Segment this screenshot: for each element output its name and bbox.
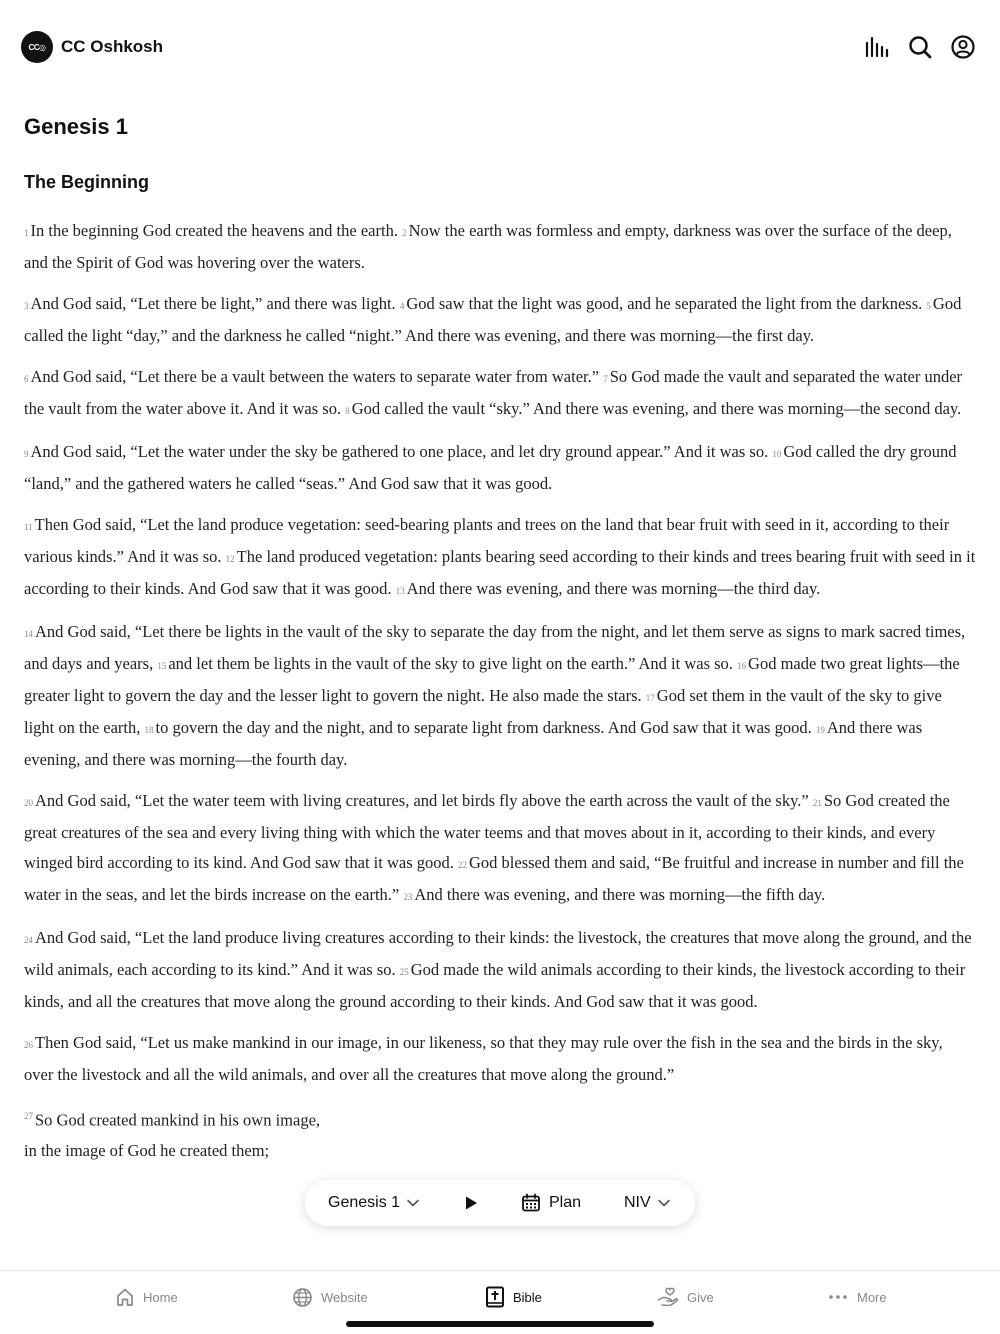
verse-number[interactable]: 26: [24, 1040, 33, 1050]
scripture-paragraph: [24, 437, 976, 499]
scripture-paragraph: [24, 923, 976, 1017]
audio-bars-icon[interactable]: [864, 34, 890, 60]
app-title: CC Oshkosh: [61, 37, 164, 56]
tab-label: Bible: [513, 1289, 542, 1305]
play-audio-button[interactable]: [463, 1180, 479, 1226]
version-selector-label: NIV: [624, 1194, 651, 1211]
scripture-paragraph: [24, 216, 976, 278]
verse-text[interactable]: in the image of God he created them;: [24, 1140, 270, 1160]
tab-give[interactable]: [657, 1284, 714, 1310]
verse-number[interactable]: 25: [399, 967, 409, 977]
verse-number[interactable]: 22: [458, 860, 467, 870]
poem-line: [24, 1136, 976, 1166]
scripture-paragraph: [24, 786, 976, 912]
tab-label: Give: [687, 1289, 714, 1305]
scripture-paragraph: [24, 289, 976, 351]
verse-text[interactable]: And God said, “Let there be light,” and there was light.: [30, 294, 396, 313]
verse-text[interactable]: Now the earth was formless and empty, darkness was over the surface of the deep, and the Spirit of God was hovering over the waters.: [24, 221, 952, 272]
verse-number[interactable]: 14: [24, 629, 33, 639]
verse-text[interactable]: And God said, “Let the water teem with living creatures, and let birds fly above the earth across the vault of the sky.”: [35, 791, 809, 810]
section-heading: The Beginning: [24, 172, 149, 192]
version-selector[interactable]: [624, 1180, 671, 1226]
reading-plan-label: Plan: [549, 1194, 582, 1211]
verse-number[interactable]: 5: [926, 301, 931, 311]
verse-text[interactable]: And there was evening, and there was morning—the fifth day.: [414, 885, 826, 904]
verse-number[interactable]: 27: [24, 1111, 33, 1121]
verse-number[interactable]: 2: [402, 228, 407, 238]
verse-number[interactable]: 24: [24, 935, 33, 945]
bible-icon: [485, 1286, 505, 1308]
tab-label: Website: [321, 1289, 368, 1305]
tab-more[interactable]: [827, 1284, 887, 1310]
verse-text[interactable]: God made the wild animals according to their kinds, the livestock according to their kinds, and all the creatures that move along the ground according to their kinds. And God saw that it was good.: [24, 960, 966, 1011]
scripture-poem: [24, 1101, 976, 1166]
verse-number[interactable]: 20: [24, 798, 33, 808]
church-logo[interactable]: CC◎: [21, 31, 53, 63]
scripture-paragraph: [24, 1028, 976, 1090]
reading-plan-button[interactable]: [521, 1180, 581, 1226]
verse-number[interactable]: 8: [345, 406, 350, 416]
verse-number[interactable]: 3: [24, 301, 29, 311]
scripture-paragraph: [24, 617, 976, 775]
verse-text[interactable]: And God said, “Let the water under the sky be gathered to one place, and let dry ground appear.” And it was so.: [30, 442, 769, 461]
verse-number[interactable]: 16: [737, 661, 747, 671]
verse-text[interactable]: God called the dry ground “land,” and the gathered waters he called “seas.” And God saw that it was good.: [24, 442, 957, 493]
tab-label: More: [857, 1289, 887, 1305]
chapter-selector-label: Genesis 1: [328, 1194, 401, 1211]
scripture-content[interactable]: [24, 114, 976, 1270]
verse-text[interactable]: God blessed them and said, “Be fruitful and increase in number and fill the water in the seas, and let the birds increase on the earth.”: [24, 853, 964, 904]
verse-number[interactable]: 13: [395, 586, 405, 596]
verse-number[interactable]: 19: [815, 725, 825, 735]
verse-number[interactable]: 10: [772, 449, 782, 459]
search-icon[interactable]: [907, 34, 933, 60]
poem-line: [24, 1101, 976, 1136]
verse-number[interactable]: 12: [225, 554, 235, 564]
verse-text[interactable]: Then God said, “Let the land produce vegetation: seed-bearing plants and trees on the land that bear fruit with seed in it, according to their various kinds.” And it was so.: [24, 515, 950, 566]
account-icon[interactable]: [950, 34, 976, 60]
verse-text[interactable]: and let them be lights in the vault of the sky to give light on the earth.” And it was so.: [168, 654, 733, 673]
verse-number[interactable]: 15: [157, 661, 167, 671]
verse-text[interactable]: So God created mankind in his own image,: [35, 1110, 321, 1130]
verse-number[interactable]: 1: [24, 228, 29, 238]
app-header: [0, 0, 1000, 96]
globe-icon: [292, 1287, 313, 1308]
chapter-selector[interactable]: [328, 1180, 420, 1226]
verse-text[interactable]: The land produced vegetation: plants bearing seed according to their kinds and trees bearing fruit with seed in it according to their kinds. And God saw that it was good.: [24, 547, 976, 598]
verse-number[interactable]: 9: [24, 449, 29, 459]
home-indicator: [346, 1321, 654, 1327]
verse-text[interactable]: Then God said, “Let us make mankind in our image, in our likeness, so that they may rule over the fish in the sea and the birds in the sky, over the livestock and all the wild animals, and over all the creatures that move along the ground.”: [24, 1033, 943, 1084]
verse-text[interactable]: God called the vault “sky.” And there was evening, and there was morning—the second day.: [351, 399, 962, 418]
verse-number[interactable]: 17: [645, 693, 655, 703]
verse-text[interactable]: In the beginning God created the heavens and the earth.: [30, 221, 398, 240]
verse-text[interactable]: So God made the vault and separated the water under the vault from the water above it. And it was so.: [24, 367, 963, 418]
home-icon: [115, 1287, 135, 1307]
verse-number[interactable]: 21: [812, 798, 822, 808]
more-dots-icon: [827, 1287, 849, 1307]
play-icon: [463, 1195, 479, 1211]
verse-text[interactable]: And God said, “Let there be a vault between the waters to separate water from water.”: [30, 367, 600, 386]
verse-text[interactable]: to govern the day and the night, and to separate light from darkness. And God saw that it was good.: [155, 718, 812, 737]
verse-text[interactable]: So God created the great creatures of the sea and every living thing with which the water teems and that moves about in it, according to their kinds, and every winged bird according to its kind. And God saw that it was good.: [24, 791, 950, 872]
scripture-paragraph: [24, 362, 976, 426]
verse-text[interactable]: And there was evening, and there was morning—the fourth day.: [24, 718, 923, 769]
chevron-down-icon: [406, 1196, 420, 1210]
chapter-title: Genesis 1: [24, 114, 128, 139]
verse-number[interactable]: 6: [24, 374, 29, 384]
tab-home[interactable]: [115, 1284, 178, 1310]
verse-number[interactable]: 4: [399, 301, 405, 311]
scripture-paragraphs: [24, 216, 976, 1090]
reader-control-bar: [305, 1180, 695, 1226]
tab-website[interactable]: [292, 1284, 368, 1310]
verse-number[interactable]: 7: [603, 374, 608, 384]
tab-bible[interactable]: [485, 1284, 542, 1310]
verse-text[interactable]: And God said, “Let there be lights in the vault of the sky to separate the day from the night, and let them serve as signs to mark sacred times, and days and years,: [24, 622, 966, 673]
verse-text[interactable]: And there was evening, and there was morning—the third day.: [406, 579, 821, 598]
verse-text[interactable]: God called the light “day,” and the darkness he called “night.” And there was evening, and there was morning—the first day.: [24, 294, 962, 345]
tab-label: Home: [143, 1289, 178, 1305]
verse-text[interactable]: God saw that the light was good, and he separated the light from the darkness.: [406, 294, 923, 313]
scripture-paragraph: [24, 510, 976, 606]
give-hand-heart-icon: [657, 1286, 679, 1308]
verse-number[interactable]: 23: [403, 892, 413, 902]
verse-number[interactable]: 11: [24, 522, 33, 532]
calendar-icon: [521, 1193, 541, 1213]
verse-text[interactable]: And God said, “Let the land produce living creatures according to their kinds: the livestock, the creatures that move along the ground, and the wild animals, each according to its kind.” And it was so.: [24, 928, 972, 979]
verse-text[interactable]: God made two great lights—the greater light to govern the day and the lesser light to govern the night. He also made the stars.: [24, 654, 960, 705]
verse-text[interactable]: God set them in the vault of the sky to give light on the earth,: [24, 686, 942, 737]
chevron-down-icon: [657, 1196, 671, 1210]
verse-number[interactable]: 18: [144, 725, 154, 735]
